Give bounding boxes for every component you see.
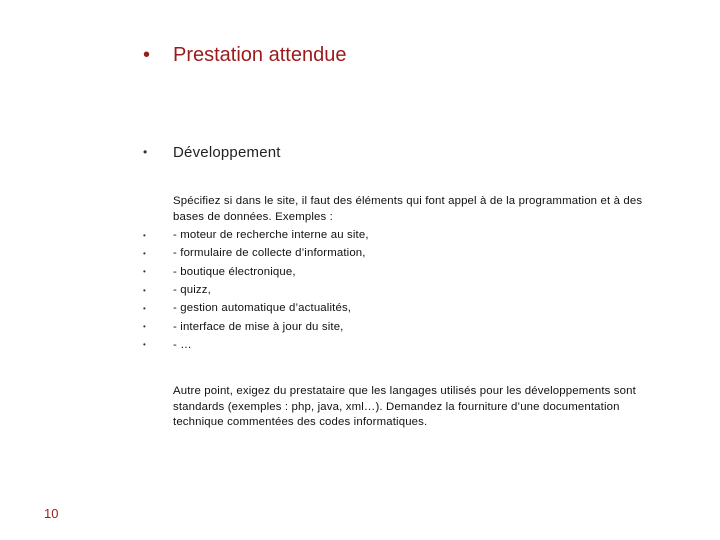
title-bullet-icon: • bbox=[143, 43, 151, 66]
subtitle-bullet-icon: • bbox=[143, 145, 148, 159]
list-item-text: - interface de mise à jour du site, bbox=[173, 320, 344, 333]
bullet-icon: • bbox=[143, 267, 146, 277]
list-item-text: - formulaire de collecte d’information, bbox=[173, 247, 366, 260]
bullet-icon: • bbox=[143, 322, 146, 332]
bullet-icon: • bbox=[143, 230, 146, 240]
list-item bbox=[143, 281, 369, 299]
bullet-icon: • bbox=[143, 340, 146, 350]
examples-list bbox=[143, 226, 369, 354]
list-item bbox=[143, 263, 369, 281]
intro-paragraph: Spécifiez si dans le site, il faut des éléments qui font appel à de la programmation et à des bases de données. Exemples : bbox=[173, 195, 643, 223]
conclusion-paragraph: Autre point, exigez du prestataire que les langages utilisés pour les développements sont standards (exemples : php, java, xml…). Demandez la fourniture d’une documentation technique commentées des codes informatiques. bbox=[173, 385, 636, 428]
subtitle-row bbox=[143, 140, 281, 164]
list-item-text: - boutique électronique, bbox=[173, 265, 296, 278]
title-row bbox=[143, 40, 346, 70]
bullet-icon: • bbox=[143, 303, 146, 313]
list-item-text: - gestion automatique d’actualités, bbox=[173, 302, 352, 315]
list-item bbox=[143, 299, 369, 317]
page-number: 10 bbox=[44, 506, 59, 521]
list-item-text: - quizz, bbox=[173, 284, 211, 297]
list-item bbox=[143, 336, 369, 354]
slide-subtitle: Développement bbox=[173, 143, 281, 161]
list-item bbox=[143, 317, 369, 335]
list-item-text: - … bbox=[173, 338, 192, 351]
list-item bbox=[143, 226, 369, 244]
bullet-icon: • bbox=[143, 285, 146, 295]
list-item-text: - moteur de recherche interne au site, bbox=[173, 229, 369, 242]
slide-title: Prestation attendue bbox=[173, 43, 347, 66]
list-item bbox=[143, 244, 369, 262]
bullet-icon: • bbox=[143, 248, 146, 258]
